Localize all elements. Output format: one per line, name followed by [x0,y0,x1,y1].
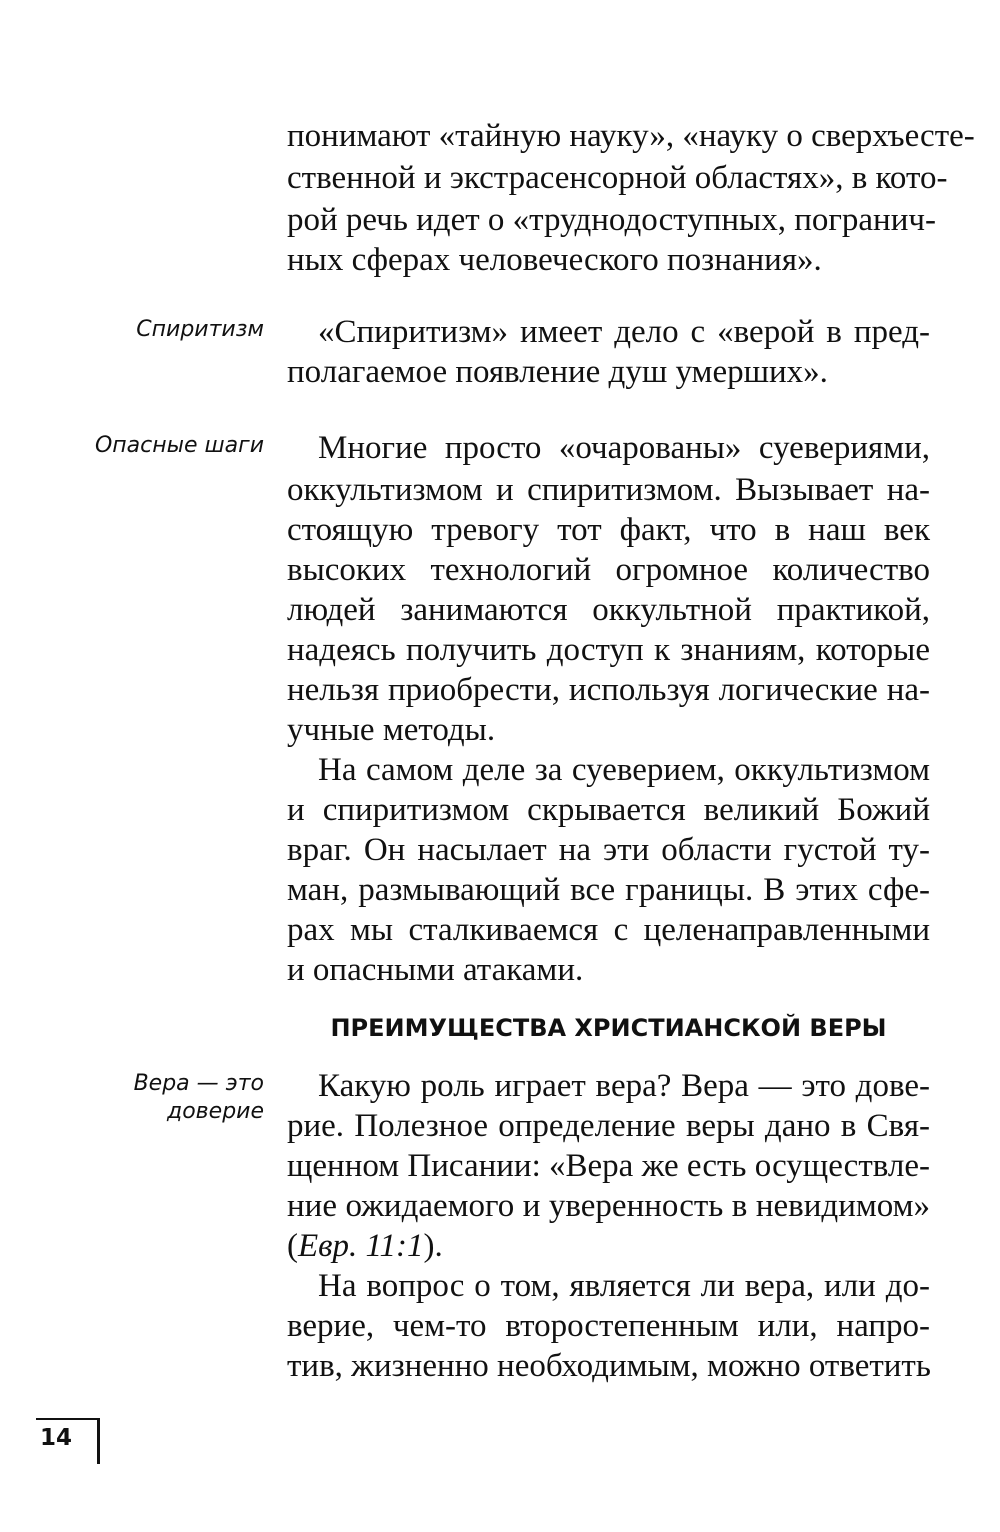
margin-note-spiritism: Спиритизм [136,317,264,342]
text-line: и опасными атаками. [287,952,584,988]
text-line: рой речь идет о «труднодоступных, погранич- [287,202,936,238]
text-line: понимают «тайную науку», «науку о сверхъесте- [287,118,975,154]
text-line: ние ожидаемого и уверенность в невидимом» [287,1188,930,1224]
text-line: рах мы сталкиваемся с целенаправленными [287,912,930,948]
text-line: рие. Полезное определение веры дано в Свя- [287,1108,930,1144]
text-line-reference [287,1226,930,1266]
text-line: Какую роль играет вера? Вера — это дове- [318,1068,930,1104]
text-line: На вопрос о том, является ли вера, или до- [318,1268,930,1304]
text-line: ственной и экстрасенсорной областях», в кото- [287,160,948,196]
text-line: учные методы. [287,712,496,748]
text-line: стоящую тревогу тот факт, что в наш век [287,512,930,548]
text-line: оккультизмом и спиритизмом. Вызывает на- [287,472,930,508]
text-line: верие, чем-то второстепенным или, напро- [287,1308,930,1344]
paren-open: ( [287,1228,298,1264]
page-number-rule-side [97,1418,100,1464]
page-number-rule-top [36,1418,98,1420]
text-line: ных сферах человеческого познания». [287,242,822,278]
paren-close: ). [423,1228,443,1264]
page-number: 14 [40,1425,73,1451]
text-line: ман, размывающий все границы. В этих сфе- [287,872,930,908]
text-line: нельзя приобрести, используя логические на- [287,672,930,708]
text-line: враг. Он насылает на эти области густой ту- [287,832,930,868]
text-line: «Спиритизм» имеет дело с «верой в пред- [318,314,930,350]
text-line: и спиритизмом скрывается великий Божий [287,792,930,828]
text-line: На самом деле за суеверием, оккультизмом [318,752,930,788]
section-heading: ПРЕИМУЩЕСТВА ХРИСТИАНСКОЙ ВЕРЫ [330,1014,887,1042]
text-line: щенном Писании: «Вера же есть осуществле- [287,1148,930,1184]
text-line: высоких технологий огромное количество [287,552,930,588]
margin-note-dangerous-steps: Опасные шаги [94,433,264,458]
margin-note-faith-1: Вера — это [133,1071,264,1096]
margin-note-faith-2: доверие [167,1099,264,1124]
text-line: людей занимаются оккультной практикой, [287,592,930,628]
bible-reference: Евр. 11:1 [298,1228,424,1264]
text-line: Многие просто «очарованы» суевериями, [318,430,930,466]
text-line: тив, жизненно необходимым, можно ответить [287,1348,931,1384]
text-line: полагаемое появление душ умерших». [287,354,828,390]
text-line: надеясь получить доступ к знаниям, которые [287,632,930,668]
